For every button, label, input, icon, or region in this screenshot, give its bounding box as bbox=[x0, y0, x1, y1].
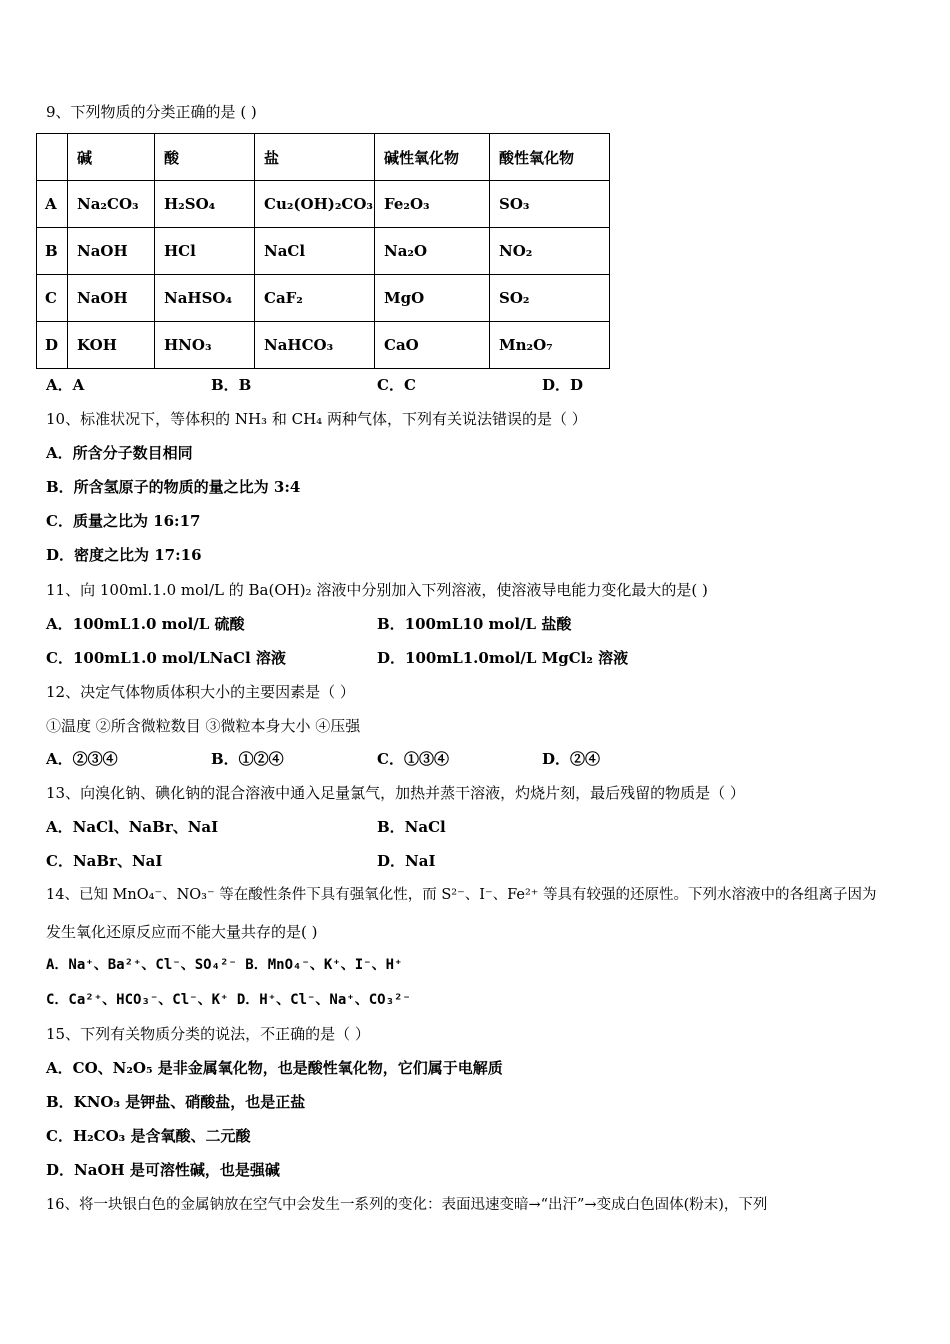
q9-stem: 9、下列物质的分类正确的是 ( ) bbox=[46, 103, 257, 121]
table-cell: C bbox=[37, 275, 68, 322]
q13-option-b: B．NaCl bbox=[377, 818, 446, 836]
q15-option-b: B．KNO₃ 是钾盐、硝酸盐，也是正盐 bbox=[46, 1093, 306, 1111]
table-row bbox=[37, 228, 610, 275]
q13-option-c: C．NaBr、NaI bbox=[46, 852, 163, 870]
table-cell: HCl bbox=[155, 228, 255, 275]
table-cell: NaHSO₄ bbox=[155, 275, 255, 322]
q15-option-a: A．CO、N₂O₅ 是非金属氧化物，也是酸性氧化物，它们属于电解质 bbox=[46, 1059, 503, 1077]
table-cell: MgO bbox=[375, 275, 490, 322]
q11-option-c: C．100mL1.0 mol/LNaCl 溶液 bbox=[46, 649, 286, 667]
table-cell: SO₃ bbox=[490, 181, 610, 228]
q16-stem: 16、将一块银白色的金属钠放在空气中会发生一系列的变化：表面迅速变暗→“出汗”→变成白色固体(粉末)，下列 bbox=[46, 1197, 768, 1213]
table-cell: D bbox=[37, 322, 68, 369]
q11-stem: 11、向 100ml.1.0 mol/L 的 Ba(OH)₂ 溶液中分别加入下列溶液，使溶液导电能力变化最大的是( ) bbox=[46, 581, 708, 599]
table-header-cell: 盐 bbox=[255, 134, 375, 181]
q12-option-a: A．②③④ bbox=[46, 750, 118, 768]
table-header-cell bbox=[37, 134, 68, 181]
table-cell: HNO₃ bbox=[155, 322, 255, 369]
table-cell: NO₂ bbox=[490, 228, 610, 275]
table-header-cell: 碱 bbox=[68, 134, 155, 181]
table-cell: Cu₂(OH)₂CO₃ bbox=[255, 181, 375, 228]
table-cell: Mn₂O₇ bbox=[490, 322, 610, 369]
q14-stem-line1: 14、已知 MnO₄⁻、NO₃⁻ 等在酸性条件下具有强氧化性，而 S²⁻、I⁻、Fe²⁺ 等具有较强的还原性。下列水溶液中的各组离子因为 bbox=[46, 887, 877, 903]
table-header-row bbox=[37, 134, 610, 181]
q12-stem: 12、决定气体物质体积大小的主要因素是（ ） bbox=[46, 683, 355, 701]
table-cell: Na₂CO₃ bbox=[68, 181, 155, 228]
q12-factors: ①温度 ②所含微粒数目 ③微粒本身大小 ④压强 bbox=[46, 717, 361, 735]
table-cell: SO₂ bbox=[490, 275, 610, 322]
table-header-cell: 碱性氧化物 bbox=[375, 134, 490, 181]
q10-option-b: B．所含氢原子的物质的量之比为 3:4 bbox=[46, 478, 301, 496]
q9-option-d: D．D bbox=[542, 376, 584, 394]
q14-stem-line2: 发生氧化还原反应而不能大量共存的是( ) bbox=[46, 923, 318, 941]
table-row bbox=[37, 275, 610, 322]
q10-option-a: A．所含分子数目相同 bbox=[46, 444, 193, 462]
q13-option-a: A．NaCl、NaBr、NaI bbox=[46, 818, 219, 836]
q11-option-d: D．100mL1.0mol/L MgCl₂ 溶液 bbox=[377, 649, 629, 667]
q13-option-d: D．NaI bbox=[377, 852, 436, 870]
table-row bbox=[37, 322, 610, 369]
q9-option-b: B．B bbox=[211, 376, 252, 394]
table-cell: H₂SO₄ bbox=[155, 181, 255, 228]
table-cell: CaO bbox=[375, 322, 490, 369]
table-cell: B bbox=[37, 228, 68, 275]
q9-option-c: C．C bbox=[377, 376, 416, 394]
q10-stem: 10、标准状况下，等体积的 NH₃ 和 CH₄ 两种气体，下列有关说法错误的是（ ） bbox=[46, 410, 587, 428]
q14-options-row2: C．Ca²⁺、HCO₃⁻、Cl⁻、K⁺ D．H⁺、Cl⁻、Na⁺、CO₃²⁻ bbox=[46, 992, 411, 1008]
table-cell: NaOH bbox=[68, 228, 155, 275]
table-cell: A bbox=[37, 181, 68, 228]
q15-stem: 15、下列有关物质分类的说法，不正确的是（ ） bbox=[46, 1025, 370, 1043]
classification-table bbox=[36, 133, 610, 369]
table-cell: Na₂O bbox=[375, 228, 490, 275]
table-cell: NaCl bbox=[255, 228, 375, 275]
q11-option-a: A．100mL1.0 mol/L 硫酸 bbox=[46, 615, 245, 633]
q12-option-b: B．①②④ bbox=[211, 750, 284, 768]
q12-option-d: D．②④ bbox=[542, 750, 601, 768]
table-row bbox=[37, 181, 610, 228]
table-header-cell: 酸 bbox=[155, 134, 255, 181]
q14-options-row1: A．Na⁺、Ba²⁺、Cl⁻、SO₄²⁻ B．MnO₄⁻、K⁺、I⁻、H⁺ bbox=[46, 957, 403, 973]
table-header-cell: 酸性氧化物 bbox=[490, 134, 610, 181]
table-cell: Fe₂O₃ bbox=[375, 181, 490, 228]
table-cell: NaHCO₃ bbox=[255, 322, 375, 369]
q13-stem: 13、向溴化钠、碘化钠的混合溶液中通入足量氯气，加热并蒸干溶液，灼烧片刻，最后残留的物质是（ ） bbox=[46, 784, 745, 802]
table-cell: NaOH bbox=[68, 275, 155, 322]
table-cell: CaF₂ bbox=[255, 275, 375, 322]
q15-option-c: C．H₂CO₃ 是含氧酸、二元酸 bbox=[46, 1127, 251, 1145]
table-cell: KOH bbox=[68, 322, 155, 369]
q15-option-d: D．NaOH 是可溶性碱，也是强碱 bbox=[46, 1161, 280, 1179]
q10-option-c: C．质量之比为 16:17 bbox=[46, 512, 201, 530]
q10-option-d: D．密度之比为 17:16 bbox=[46, 546, 202, 564]
q11-option-b: B．100mL10 mol/L 盐酸 bbox=[377, 615, 572, 633]
q12-option-c: C．①③④ bbox=[377, 750, 449, 768]
q9-option-a: A．A bbox=[46, 376, 85, 394]
